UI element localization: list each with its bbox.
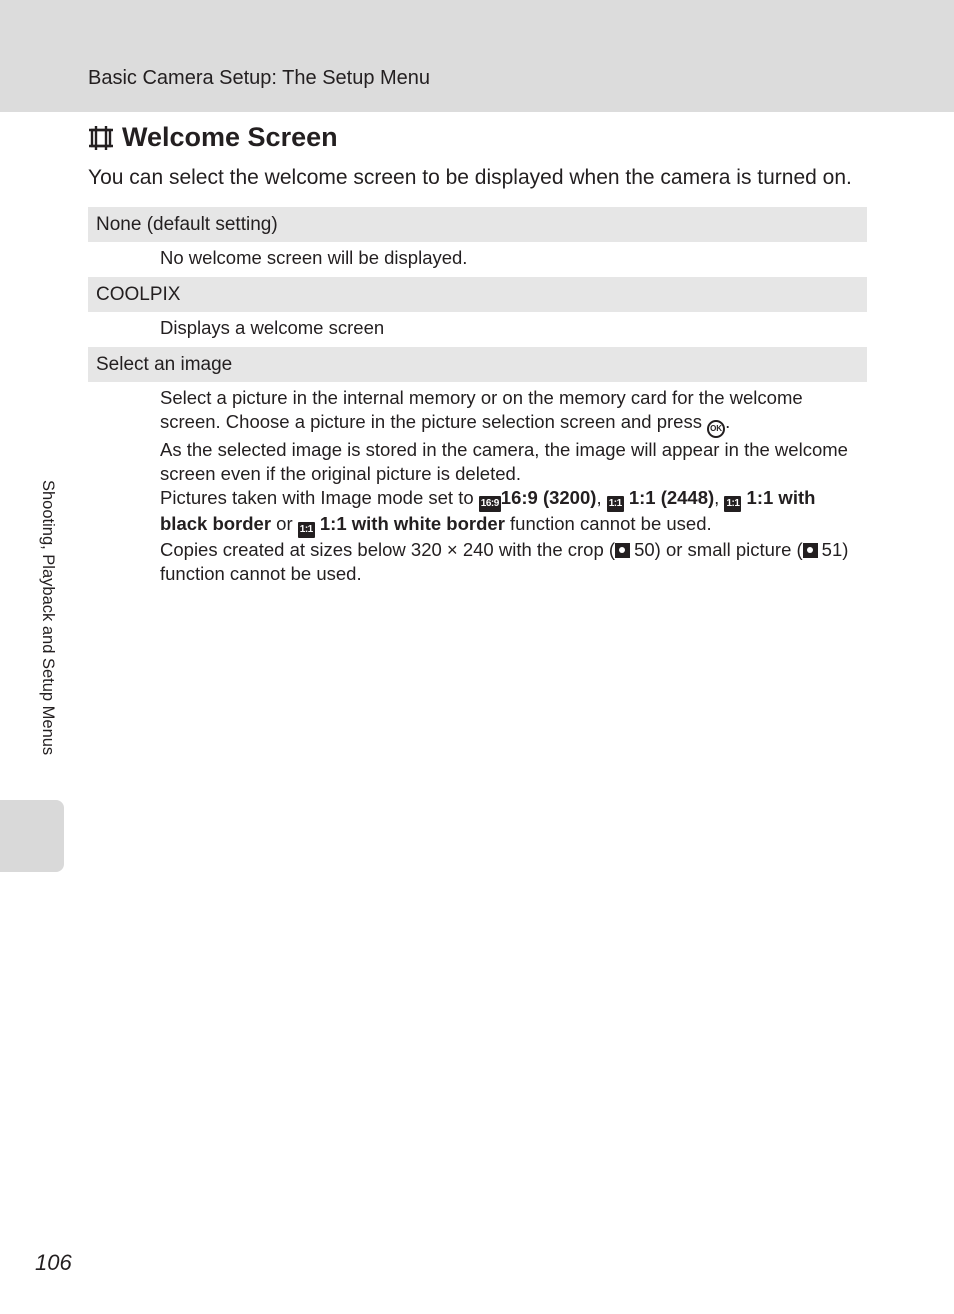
option-select-image-label: Select an image — [88, 347, 867, 382]
select-image-paragraph-4 — [160, 538, 860, 586]
image-mode-11-white-icon: 1:1 — [298, 522, 315, 538]
mode-169-label: 16:9 (3200) — [500, 487, 597, 508]
p4-mid: ) or small picture ( — [654, 539, 803, 560]
page-number: 106 — [35, 1250, 72, 1275]
p4-text: Copies created at sizes below 320 × 240 with the crop ( — [160, 539, 616, 560]
option-none-label: None (default setting) — [88, 207, 867, 242]
p3-text: Pictures taken with Image mode set to — [160, 487, 479, 508]
page-title-text: Welcome Screen — [122, 122, 338, 152]
page-reference-icon — [803, 543, 818, 558]
intro-text: You can select the welcome screen to be displayed when the camera is turned on. — [88, 166, 852, 189]
mode-black-border-label: 1:1 with black border — [160, 487, 816, 534]
mode-11-label: 1:1 (2448) — [628, 487, 715, 508]
ok-button-icon: OK — [707, 420, 725, 438]
page-reference-icon — [615, 543, 630, 558]
welcome-screen-icon — [88, 125, 114, 151]
side-tab — [0, 800, 64, 872]
section-title: Basic Camera Setup: The Setup Menu — [88, 67, 431, 89]
option-coolpix-label: COOLPIX — [88, 277, 867, 312]
image-mode-169-icon: 16:9 — [479, 496, 501, 512]
or-text: or — [271, 513, 298, 534]
p1-end: . — [725, 411, 731, 432]
select-image-paragraph-3 — [160, 486, 860, 538]
crop-page-ref: 50 — [634, 539, 655, 560]
p3-end: function cannot be used. — [504, 513, 712, 534]
p4-end: ) function cannot be used. — [160, 539, 849, 584]
small-picture-page-ref: 51 — [821, 539, 843, 560]
image-mode-11-black-icon: 1:1 — [724, 496, 741, 512]
option-select-image-description — [160, 386, 860, 586]
side-section-label: Shooting, Playback and Setup Menus — [39, 480, 57, 756]
separator: , — [596, 487, 607, 508]
image-mode-11-icon: 1:1 — [607, 496, 624, 512]
page-title — [88, 122, 338, 153]
option-coolpix-description: Displays a welcome screen — [160, 317, 385, 338]
separator: , — [714, 487, 725, 508]
mode-white-border-label: 1:1 with white border — [319, 513, 505, 534]
select-image-paragraph-1 — [160, 386, 860, 438]
option-none-description: No welcome screen will be displayed. — [160, 247, 468, 268]
select-image-paragraph-2: As the selected image is stored in the camera, the image will appear in the welcome screen even if the original picture is deleted. — [160, 439, 848, 484]
header-band — [0, 0, 954, 112]
p1-text: Select a picture in the internal memory or on the memory card for the welcome screen. Choose a picture in the picture selection screen and press — [160, 387, 803, 432]
